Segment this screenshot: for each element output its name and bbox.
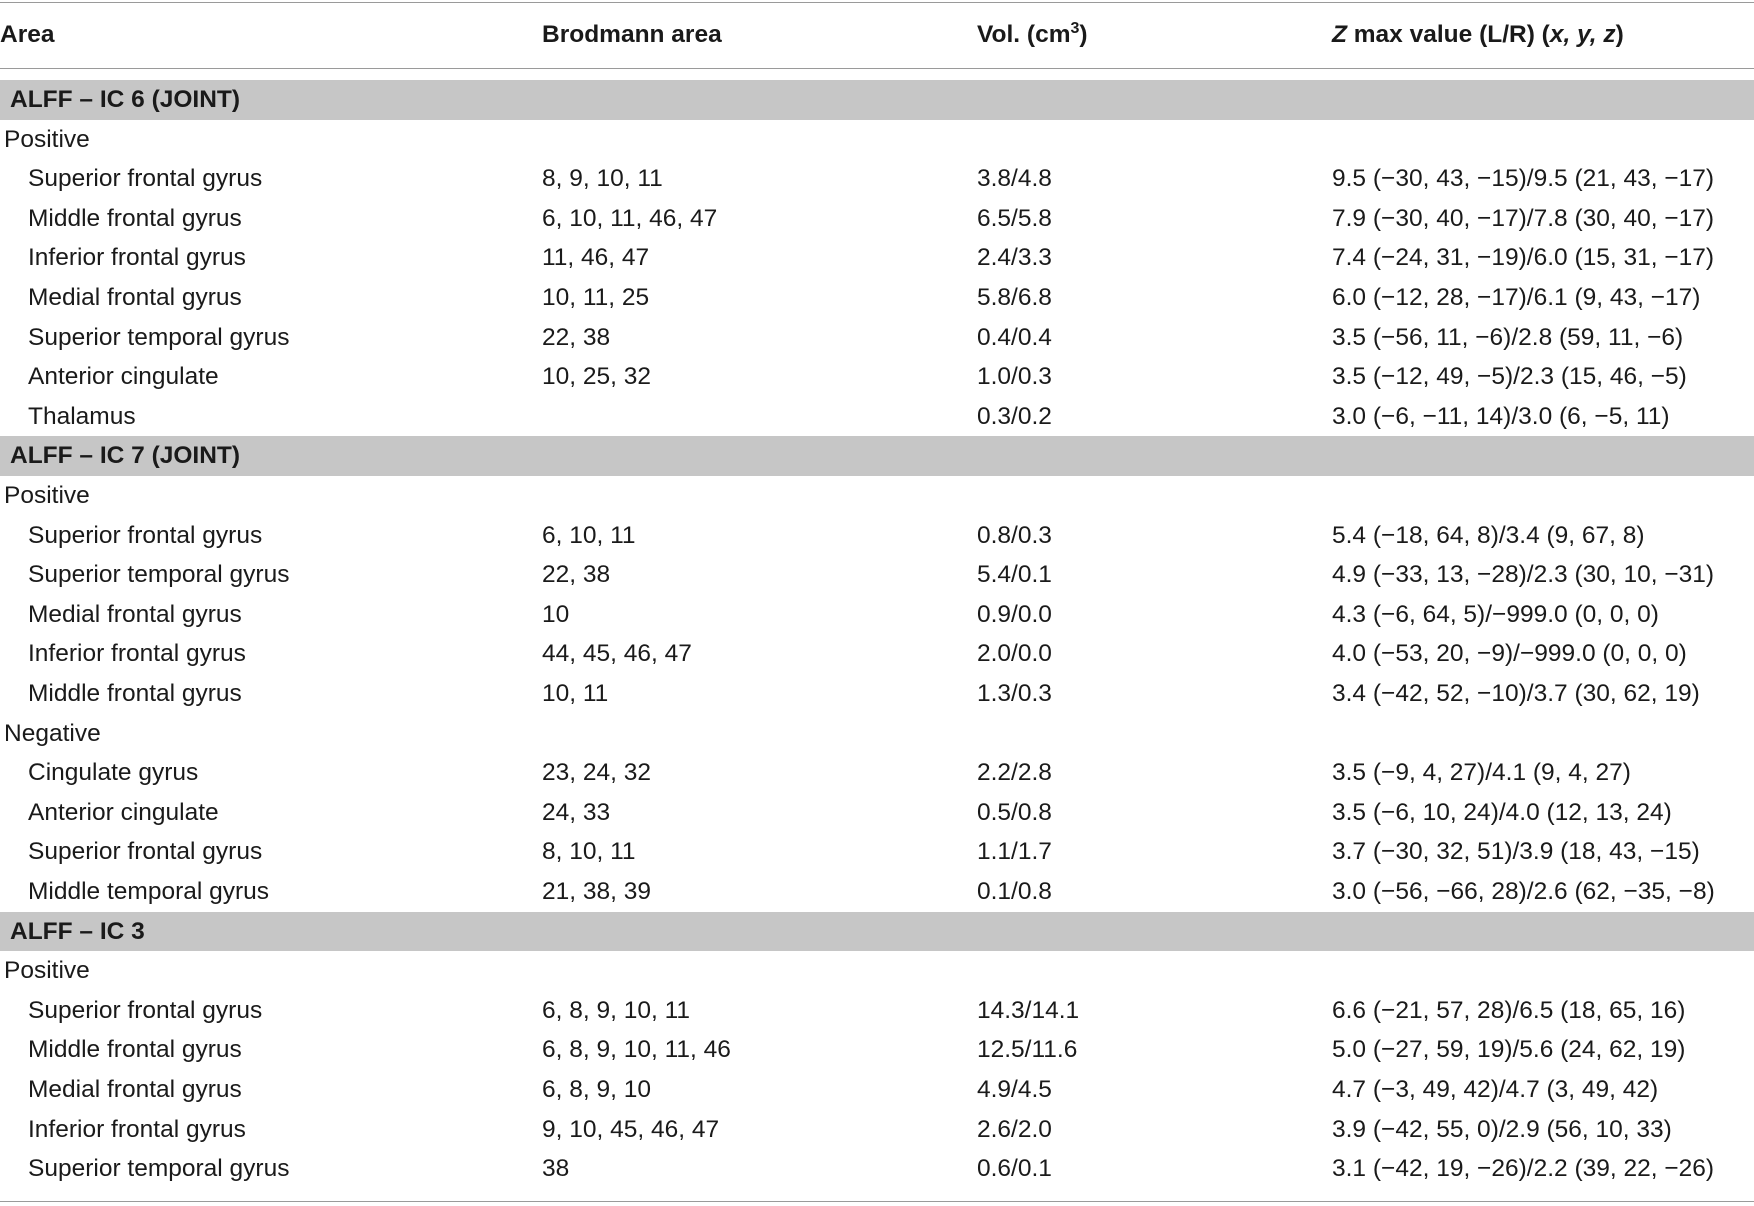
table-row [0, 318, 1754, 358]
table-header-rule [0, 68, 1754, 69]
table-row [0, 634, 1754, 674]
table-row [0, 1070, 1754, 1110]
cell-z-max: 3.4 (−42, 52, −10)/3.7 (30, 62, 19) [1332, 680, 1700, 707]
header-volume-prefix: Vol. (cm [977, 21, 1071, 48]
cell-z-max: 3.5 (−12, 49, −5)/2.3 (15, 46, −5) [1332, 363, 1687, 391]
cell-brodmann-area: 8, 9, 10, 11 [542, 165, 663, 193]
section-label: ALFF – IC 7 (JOINT) [10, 442, 241, 470]
cell-z-max: 3.9 (−42, 55, 0)/2.9 (56, 10, 33) [1332, 1115, 1672, 1143]
cell-area: Superior frontal gyrus [28, 838, 263, 866]
section-header-row [0, 436, 1754, 476]
cell-volume: 2.0/0.0 [977, 640, 1052, 668]
table-row [0, 872, 1754, 912]
cell-area: Middle frontal gyrus [28, 680, 242, 707]
table-row [0, 1149, 1754, 1189]
table-row [0, 674, 1754, 714]
cell-volume: 2.2/2.8 [977, 759, 1052, 787]
cell-z-max: 5.4 (−18, 64, 8)/3.4 (9, 67, 8) [1332, 521, 1645, 549]
cell-volume: 3.8/4.8 [977, 165, 1052, 193]
table-row [0, 793, 1754, 833]
cell-brodmann-area: 44, 45, 46, 47 [542, 640, 692, 668]
cell-area: Middle frontal gyrus [28, 1036, 242, 1064]
table-row [0, 278, 1754, 318]
cell-brodmann-area: 10 [542, 600, 570, 628]
cell-z-max: 3.0 (−56, −66, 28)/2.6 (62, −35, −8) [1332, 878, 1715, 905]
cell-area: Cingulate gyrus [28, 759, 199, 787]
cell-z-max: 3.1 (−42, 19, −26)/2.2 (39, 22, −26) [1332, 1155, 1715, 1183]
cell-area: Superior frontal gyrus [28, 165, 263, 193]
header-volume-superscript: 3 [1070, 19, 1080, 37]
group-label-row [0, 951, 1754, 991]
cell-volume: 0.1/0.8 [977, 878, 1052, 905]
cell-brodmann-area: 10, 11, 25 [542, 284, 650, 311]
cell-area: Inferior frontal gyrus [28, 1115, 246, 1143]
cell-volume: 1.1/1.7 [977, 838, 1052, 866]
header-z-coords: x, y, z [1549, 21, 1616, 48]
cell-z-max: 7.9 (−30, 40, −17)/7.8 (30, 40, −17) [1332, 204, 1715, 232]
cell-area: Superior frontal gyrus [28, 521, 263, 549]
cell-volume: 4.9/4.5 [977, 1076, 1052, 1103]
cell-volume: 5.8/6.8 [977, 284, 1052, 311]
cell-z-max: 3.0 (−6, −11, 14)/3.0 (6, −5, 11) [1332, 402, 1670, 430]
cell-volume: 6.5/5.8 [977, 204, 1052, 232]
cell-volume: 1.3/0.3 [977, 680, 1052, 707]
cell-area: Medial frontal gyrus [28, 1076, 242, 1103]
cell-volume: 0.6/0.1 [977, 1155, 1052, 1183]
cell-brodmann-area: 6, 8, 9, 10, 11 [542, 996, 691, 1024]
table-row [0, 832, 1754, 872]
cell-z-max: 4.3 (−6, 64, 5)/−999.0 (0, 0, 0) [1332, 600, 1659, 628]
table-row [0, 555, 1754, 595]
cell-brodmann-area: 24, 33 [542, 798, 611, 826]
table-row [0, 397, 1754, 437]
cell-volume: 0.3/0.2 [977, 402, 1052, 430]
header-z-suffix: ) [1615, 21, 1624, 48]
cell-area: Inferior frontal gyrus [28, 640, 246, 668]
cell-area: Superior frontal gyrus [28, 996, 263, 1024]
cell-area: Superior temporal gyrus [28, 1155, 290, 1183]
group-label: Negative [4, 719, 101, 747]
cell-z-max: 6.0 (−12, 28, −17)/6.1 (9, 43, −17) [1332, 284, 1701, 311]
section-label: ALFF – IC 3 [10, 917, 145, 945]
cell-z-max: 4.7 (−3, 49, 42)/4.7 (3, 49, 42) [1332, 1076, 1659, 1103]
section-label: ALFF – IC 6 (JOINT) [10, 86, 241, 113]
cell-volume: 0.4/0.4 [977, 323, 1052, 351]
cell-z-max: 3.5 (−6, 10, 24)/4.0 (12, 13, 24) [1332, 798, 1672, 826]
cell-z-max: 5.0 (−27, 59, 19)/5.6 (24, 62, 19) [1332, 1036, 1686, 1064]
cell-brodmann-area: 6, 10, 11 [542, 521, 636, 549]
cell-brodmann-area: 21, 38, 39 [542, 878, 651, 905]
section-header-row [0, 80, 1754, 120]
table-top-rule [0, 2, 1754, 3]
cell-brodmann-area: 9, 10, 45, 46, 47 [542, 1115, 720, 1143]
table-row [0, 753, 1754, 793]
cell-brodmann-area: 6, 8, 9, 10, 11, 46 [542, 1036, 731, 1064]
cell-area: Medial frontal gyrus [28, 600, 242, 628]
header-area: Area [0, 21, 55, 48]
cell-brodmann-area: 11, 46, 47 [542, 244, 650, 272]
table-row [0, 357, 1754, 397]
cell-brodmann-area: 6, 10, 11, 46, 47 [542, 204, 718, 232]
header-z-mid: max value (L/R) ( [1346, 21, 1550, 48]
cell-volume: 5.4/0.1 [977, 561, 1052, 589]
header-z-italic: Z [1332, 21, 1347, 48]
cell-volume: 0.5/0.8 [977, 798, 1052, 826]
cell-volume: 0.9/0.0 [977, 600, 1052, 628]
cell-brodmann-area: 10, 11 [542, 680, 609, 707]
cell-area: Superior temporal gyrus [28, 561, 290, 589]
group-label-row [0, 120, 1754, 160]
cell-volume: 2.4/3.3 [977, 244, 1052, 272]
table-row [0, 516, 1754, 556]
section-header-row [0, 912, 1754, 952]
cell-volume: 0.8/0.3 [977, 521, 1052, 549]
group-label-row [0, 476, 1754, 516]
cell-volume: 12.5/11.6 [977, 1036, 1078, 1064]
cell-area: Inferior frontal gyrus [28, 244, 246, 272]
cell-brodmann-area: 22, 38 [542, 561, 611, 589]
cell-brodmann-area: 10, 25, 32 [542, 363, 651, 391]
cell-z-max: 4.9 (−33, 13, −28)/2.3 (30, 10, −31) [1332, 561, 1715, 589]
cell-z-max: 6.6 (−21, 57, 28)/6.5 (18, 65, 16) [1332, 996, 1686, 1024]
cell-volume: 1.0/0.3 [977, 363, 1052, 391]
cell-area: Middle temporal gyrus [28, 878, 270, 905]
cell-area: Anterior cingulate [28, 798, 219, 826]
cell-area: Thalamus [28, 402, 136, 430]
cell-z-max: 9.5 (−30, 43, −15)/9.5 (21, 43, −17) [1332, 165, 1715, 193]
table-row [0, 238, 1754, 278]
cell-area: Middle frontal gyrus [28, 204, 242, 232]
cell-brodmann-area: 6, 8, 9, 10 [542, 1076, 651, 1103]
table-row [0, 991, 1754, 1031]
cell-z-max: 3.5 (−56, 11, −6)/2.8 (59, 11, −6) [1332, 323, 1684, 351]
cell-volume: 2.6/2.0 [977, 1115, 1052, 1143]
group-label-row [0, 714, 1754, 754]
cell-brodmann-area: 8, 10, 11 [542, 838, 636, 866]
cell-brodmann-area: 23, 24, 32 [542, 759, 651, 787]
cell-brodmann-area: 38 [542, 1155, 570, 1183]
group-label: Positive [4, 482, 90, 509]
cell-z-max: 3.7 (−30, 32, 51)/3.9 (18, 43, −15) [1332, 838, 1700, 866]
cell-z-max: 7.4 (−24, 31, −19)/6.0 (15, 31, −17) [1332, 244, 1715, 272]
cell-z-max: 3.5 (−9, 4, 27)/4.1 (9, 4, 27) [1332, 759, 1631, 787]
table-row [0, 595, 1754, 635]
group-label: Positive [4, 957, 90, 985]
cell-volume: 14.3/14.1 [977, 996, 1080, 1024]
header-volume-suffix: ) [1079, 21, 1088, 48]
table-row [0, 159, 1754, 199]
table-bottom-rule [0, 1201, 1754, 1202]
header-z-max [1332, 10, 1624, 60]
table-row [0, 1030, 1754, 1070]
cell-area: Superior temporal gyrus [28, 323, 290, 351]
cell-z-max: 4.0 (−53, 20, −9)/−999.0 (0, 0, 0) [1332, 640, 1687, 668]
header-volume [977, 10, 1088, 60]
cell-area: Medial frontal gyrus [28, 284, 242, 311]
table-row [0, 199, 1754, 239]
cell-area: Anterior cingulate [28, 363, 219, 391]
table-header-row [0, 10, 1754, 60]
header-brodmann-area: Brodmann area [542, 21, 722, 48]
table-row [0, 1110, 1754, 1150]
group-label: Positive [4, 125, 90, 153]
cell-brodmann-area: 22, 38 [542, 323, 611, 351]
